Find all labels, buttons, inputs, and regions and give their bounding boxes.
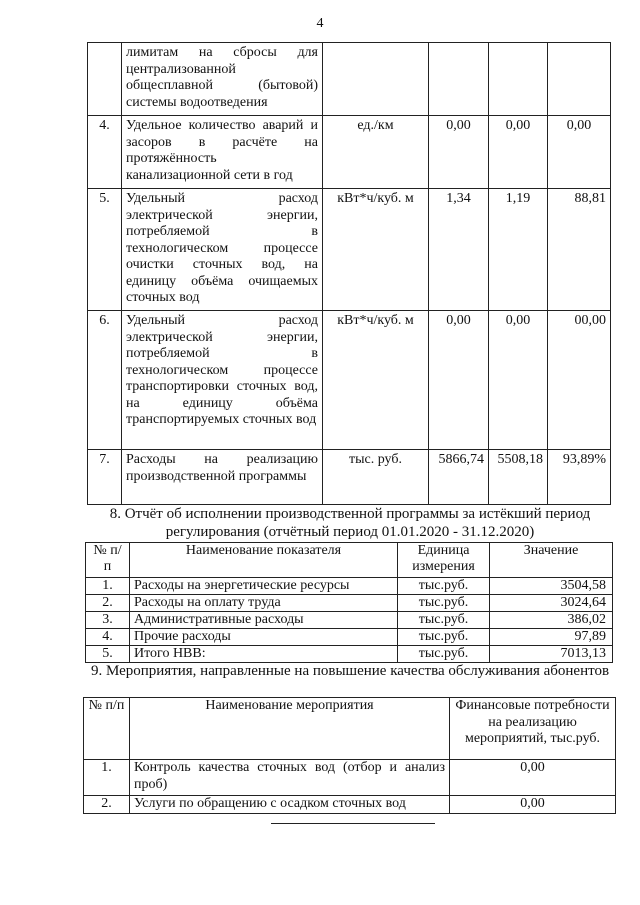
section-9-heading: 9. Мероприятия, направленные на повышение качества обслуживания абонентов [90, 663, 610, 679]
value-cell: 5866,74 [429, 450, 489, 505]
row-number: 1. [86, 578, 130, 595]
value-cell: 0,00 [548, 116, 611, 189]
unit: кВт*ч/куб. м [323, 189, 429, 311]
value-cell: 0,00 [489, 311, 548, 450]
unit: тыс.руб. [398, 629, 490, 646]
unit: тыс.руб. [398, 578, 490, 595]
row-number: 5. [88, 189, 122, 311]
value-cell: 1,34 [429, 189, 489, 311]
row-number: 3. [86, 612, 130, 629]
header-number: № п/п [84, 698, 130, 760]
indicator-name: Прочие расходы [130, 629, 398, 646]
table-row [88, 116, 611, 189]
table-row [88, 189, 611, 311]
value-cell: 97,89 [490, 629, 613, 646]
table-row [84, 760, 616, 796]
value-cell: 00,00 [548, 311, 611, 450]
indicator-name: Удельный расход электрической энергии, потребляемой в технологическом процессе очистки сточных вод, на единицу объёма очищаемых сточных вод [122, 189, 323, 311]
row-number: 6. [88, 311, 122, 450]
value-cell: 0,00 [429, 311, 489, 450]
service-measures-table [83, 697, 616, 814]
value-cell: 0,00 [450, 760, 616, 796]
table-row [84, 796, 616, 814]
measure-name: Контроль качества сточных вод (отбор и анализ проб) [130, 760, 450, 796]
value-cell: 3024,64 [490, 595, 613, 612]
unit [323, 43, 429, 116]
table-row [88, 311, 611, 450]
indicator-name: Удельный расход электрической энергии, потребляемой в технологическом процессе транспортировки сточных вод, на единицу объёма транспортируемых сточных вод [122, 311, 323, 450]
table-row [86, 646, 613, 663]
table-row [86, 612, 613, 629]
section-8-heading: 8. Отчёт об исполнении производственной программы за истёкший период регулирования (отчётный период 01.01.2020 - 31.12.2020) [109, 506, 591, 540]
value-cell [489, 43, 548, 116]
program-report-table [85, 542, 613, 663]
value-cell: 0,00 [489, 116, 548, 189]
row-number: 4. [86, 629, 130, 646]
header-value: Значение [490, 543, 613, 578]
unit: тыс.руб. [398, 595, 490, 612]
table-row [88, 43, 611, 116]
row-number: 2. [86, 595, 130, 612]
row-number: 7. [88, 450, 122, 505]
row-number: 2. [84, 796, 130, 814]
row-number: 5. [86, 646, 130, 663]
indicators-table [87, 42, 611, 505]
value-cell: 88,81 [548, 189, 611, 311]
row-number: 4. [88, 116, 122, 189]
indicator-name: лимитам на сбросы для централизованной общесплавной (бытовой) системы водоотведения [122, 43, 323, 116]
unit: тыс. руб. [323, 450, 429, 505]
unit: ед./км [323, 116, 429, 189]
indicator-name: Административные расходы [130, 612, 398, 629]
header-unit: Единица измерения [398, 543, 490, 578]
unit: тыс.руб. [398, 646, 490, 663]
indicator-name: Расходы на оплату труда [130, 595, 398, 612]
indicator-name: Итого НВВ: [130, 646, 398, 663]
value-cell [548, 43, 611, 116]
value-cell: 7013,13 [490, 646, 613, 663]
table-header-row [86, 543, 613, 578]
table-row [86, 595, 613, 612]
row-number: 1. [84, 760, 130, 796]
indicator-name: Расходы на реализацию производственной программы [122, 450, 323, 505]
table-header-row [84, 698, 616, 760]
value-cell [429, 43, 489, 116]
signature-line [271, 823, 435, 824]
header-financing: Финансовые потребности на реализацию мероприятий, тыс.руб. [450, 698, 616, 760]
header-measure: Наименование мероприятия [130, 698, 450, 760]
header-number: № п/п [86, 543, 130, 578]
indicator-name: Расходы на энергетические ресурсы [130, 578, 398, 595]
unit: тыс.руб. [398, 612, 490, 629]
row-number [88, 43, 122, 116]
value-cell: 1,19 [489, 189, 548, 311]
table-row [88, 450, 611, 505]
value-cell: 0,00 [429, 116, 489, 189]
page-number: 4 [316, 16, 324, 31]
header-indicator: Наименование показателя [130, 543, 398, 578]
value-cell: 93,89% [548, 450, 611, 505]
indicator-name: Удельное количество аварий и засоров в расчёте на протяжённость канализационной сети в год [122, 116, 323, 189]
table-row [86, 629, 613, 646]
value-cell: 386,02 [490, 612, 613, 629]
value-cell: 5508,18 [489, 450, 548, 505]
measure-name: Услуги по обращению с осадком сточных вод [130, 796, 450, 814]
value-cell: 3504,58 [490, 578, 613, 595]
unit: кВт*ч/куб. м [323, 311, 429, 450]
value-cell: 0,00 [450, 796, 616, 814]
table-row [86, 578, 613, 595]
